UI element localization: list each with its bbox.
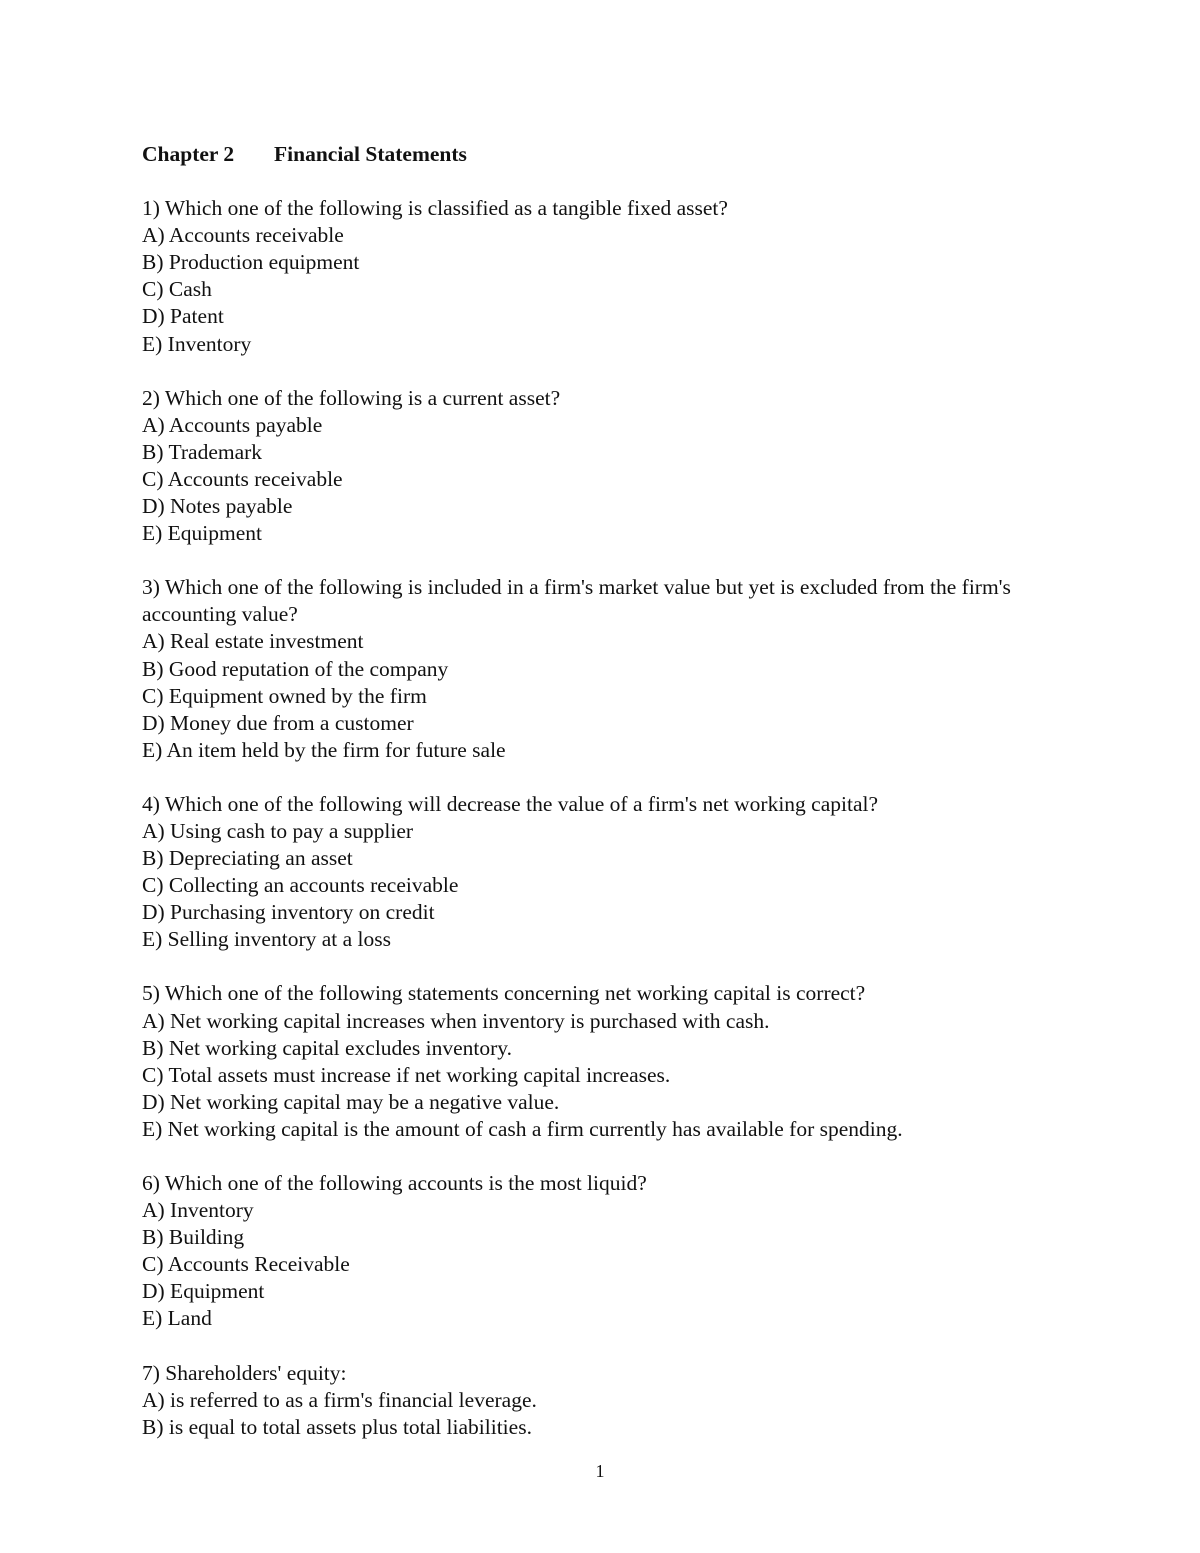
option-d: D) Purchasing inventory on credit (142, 900, 435, 925)
option-a: A) Using cash to pay a supplier (142, 818, 414, 843)
option-list (142, 1197, 1062, 1332)
option-list (142, 818, 1062, 953)
option-list (142, 1008, 1062, 1143)
option-e: E) Land (142, 1306, 212, 1331)
question-7 (142, 1360, 1062, 1441)
option-e: E) Net working capital is the amount of cash a firm currently has available for spending. (142, 1116, 903, 1141)
option-a: A) Accounts payable (142, 412, 323, 437)
question-6 (142, 1170, 1062, 1333)
question-text: 7) Shareholders' equity: (142, 1360, 347, 1385)
page-number: 1 (595, 1461, 605, 1481)
question-5 (142, 980, 1062, 1143)
question-text: 3) Which one of the following is included in a firm's market value but yet is excluded from the firm's accounting value? (142, 575, 1011, 627)
question-3 (142, 574, 1062, 764)
option-d: D) Net working capital may be a negative value. (142, 1089, 560, 1114)
option-a: A) Inventory (142, 1198, 254, 1223)
option-c: C) Accounts Receivable (142, 1252, 350, 1277)
option-c: C) Total assets must increase if net working capital increases. (142, 1062, 671, 1087)
option-a: A) Net working capital increases when inventory is purchased with cash. (142, 1008, 770, 1033)
option-e: E) An item held by the firm for future sale (142, 737, 506, 762)
option-e: E) Selling inventory at a loss (142, 927, 392, 952)
question-4 (142, 791, 1062, 954)
option-d: D) Notes payable (142, 494, 293, 519)
option-b: B) is equal to total assets plus total liabilities. (142, 1414, 532, 1439)
option-c: C) Accounts receivable (142, 466, 343, 491)
option-c: C) Equipment owned by the firm (142, 683, 427, 708)
option-list (142, 412, 1062, 547)
question-text: 6) Which one of the following accounts is the most liquid? (142, 1171, 647, 1195)
page-content (142, 141, 1062, 1468)
question-text: 2) Which one of the following is a current asset? (142, 385, 561, 410)
option-b: B) Building (142, 1225, 245, 1250)
option-a: A) Accounts receivable (142, 223, 344, 248)
option-d: D) Patent (142, 304, 224, 329)
option-list (142, 628, 1062, 763)
option-a: A) Real estate investment (142, 629, 364, 654)
question-text: 4) Which one of the following will decrease the value of a firm's net working capital? (142, 791, 879, 816)
chapter-number: Chapter 2 (142, 142, 235, 166)
option-c: C) Cash (142, 277, 212, 302)
option-e: E) Equipment (142, 521, 263, 546)
option-list (142, 1387, 1062, 1441)
option-d: D) Money due from a customer (142, 710, 414, 735)
chapter-heading (142, 141, 1062, 168)
option-e: E) Inventory (142, 331, 252, 356)
question-2 (142, 385, 1062, 548)
option-b: B) Good reputation of the company (142, 656, 449, 681)
option-b: B) Depreciating an asset (142, 846, 353, 871)
option-b: B) Production equipment (142, 250, 360, 275)
question-1 (142, 195, 1062, 358)
chapter-title: Financial Statements (274, 142, 467, 166)
question-text: 1) Which one of the following is classified as a tangible fixed asset? (142, 196, 728, 221)
option-d: D) Equipment (142, 1279, 265, 1304)
question-text: 5) Which one of the following statements concerning net working capital is correct? (142, 981, 866, 1006)
option-list (142, 222, 1062, 357)
option-a: A) is referred to as a firm's financial leverage. (142, 1387, 537, 1412)
option-b: B) Net working capital excludes inventory. (142, 1035, 512, 1060)
option-b: B) Trademark (142, 439, 263, 464)
option-c: C) Collecting an accounts receivable (142, 873, 459, 898)
